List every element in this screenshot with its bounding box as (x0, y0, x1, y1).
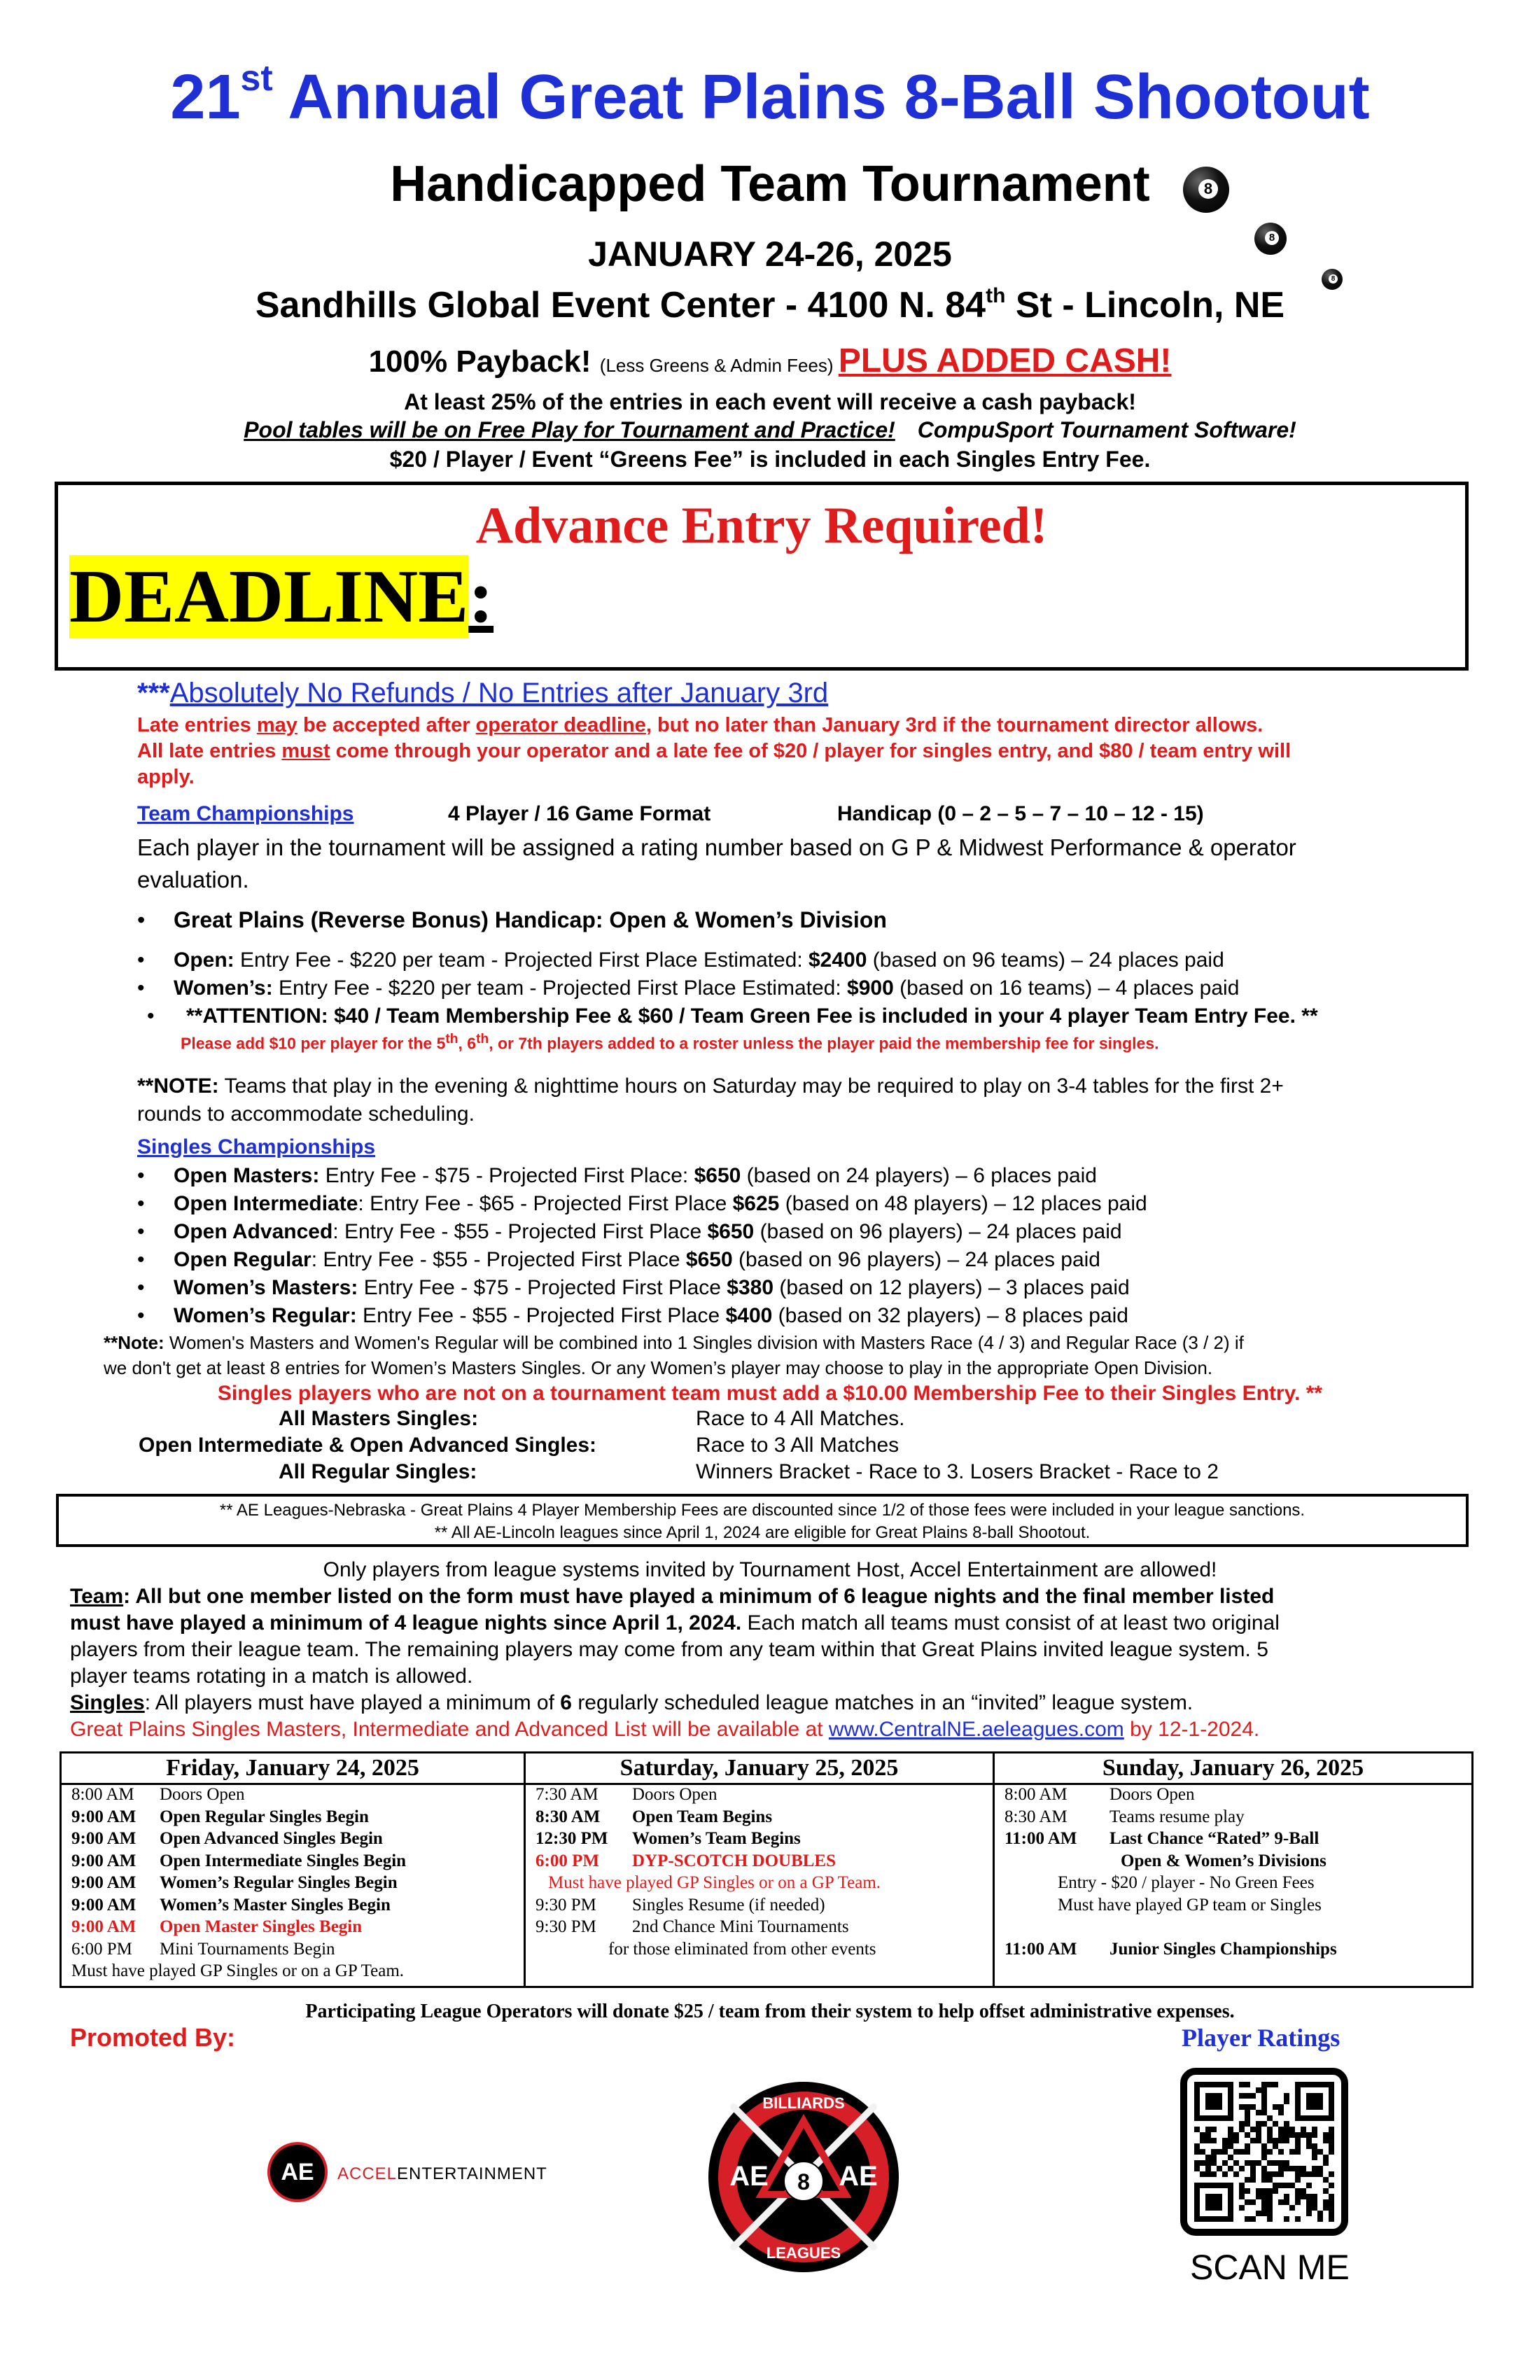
race-format-label: Open Intermediate & Open Advanced Singles: (139, 1434, 597, 1457)
friday-column (62, 1754, 524, 1986)
eight-ball-icon: 8 (1322, 269, 1343, 290)
schedule-event: Entry - $20 / player - No Green Fees (1058, 1873, 1315, 1892)
schedule-row (62, 1851, 524, 1874)
schedule-event: Open Master Singles Begin (160, 1917, 363, 1936)
schedule-row (62, 1896, 524, 1918)
schedule-time: 8:30 AM (536, 1807, 601, 1826)
scan-me-label: SCAN ME (1190, 2248, 1350, 2287)
svg-text:LEAGUES: LEAGUES (766, 2244, 841, 2262)
svg-text:BILLIARDS: BILLIARDS (762, 2094, 845, 2112)
schedule-row (526, 1807, 993, 1830)
event-venue: Sandhills Global Event Center - 4100 N. 84th St - Lincoln, NE (255, 284, 1285, 326)
flyer-page: 21st Annual Great Plains 8-Ball Shootout Handicapped Team Tournament 8 8 8 JANUARY 24-26, 2025 Sandhills Global Event Center - 4100 N. 84th St - Lincoln, NE 100% Payback! (Less Greens & Admin Fees) PLUS ADDED CASH! At least 25% of the entries in each event will receive a cash payback! Pool tables will be on Free Play for Tournament and Practice! CompuSport Tournament Software! $20 / Player / Event “Greens Fee” is included in each Singles Entry Fee. Advance Entry Required! DEADLINE: ***Absolutely No Refunds / No Entries after January 3rd Late entries may be accepted after operator deadline, but no later than January 3rd if the tournament director allows. All late entries must come through your operator and a late fee of $20 / player for singles entry, and $80 / team entry will apply. Team Championships 4 Player / 16 Game Format Handicap (0 – 2 – 5 – 7 – 10 – 12 - 15) Each player in the tournament will be assigned a rating number based on G P & Midwest Performance & operator evaluation. • Great Plains (Reverse Bonus) Handicap: Open & Women’s Division • Open: Entry Fee - $220 per team - Projected First Place Estimated: $2400 (based on 96 teams) – 24 places paid • Women’s: Entry Fee - $220 per team - Projected First Place Estimated: $900 (based on 16 teams) – 4 places paid • **ATTENTION: $40 / Team Membership Fee & $60 / Team Green Fee is included in your 4 player Team Entry Fee. ** Please add $10 per player for the 5th, 6th, or 7th players added to a roster unless the player paid the membership fee for singles. **NOTE: Teams that play in the evening & nighttime hours on Saturday may be required to play on 3-4 tables for the first 2+ rounds to accommodate scheduling. Singles Championships • Open Masters: Entry Fee - $75 - Projected First Place: $650 (based on 24 players) – 6 places paid • Open Intermediate: Entry Fee - $65 - Projected First Place $625 (based on 48 players) – 12 places paid • Open Advanced: Entry Fee - $55 - Projected First Place $650 (based on 96 players) – 24 places paid • Open Regular: Entry Fee - $55 - Projected First Place $650 (based on 96 players) – 24 places paid • Women’s Masters: Entry Fee - $75 - Projected First Place $380 (based on 12 players) – 3 places paid • Women’s Regular: Entry Fee - $55 - Projected First Place $400 (based on 32 players) – 8 places paid **Note: Women's Masters and Women's Regular will be combined into 1 Singles division with Masters Race (4 / 3) and Regular Race (3 / 2) if we don't get at least 8 entries for Women’s Masters Singles. Or any Women’s player may choose to play in the appropriate Open Division. Singles players who are not on a tournament team must add a $10.00 Membership Fee to their Singles Entry. ** All Masters Singles: Race to 4 All Matches. Open Intermediate & Open Advanced Singles: Race to 3 All Matches All Regular Singles: Winners Bracket - Race to 3. Losers Bracket - Race to 2 ** AE Leagues-Nebraska - Great Plains 4 Player Membership Fees are discounted since 1/2 of those fees were included in your league sanctions. ** All AE-Lincoln leagues since April 1, 2024 are eligible for Great Plains 8-ball Shootout. Only players from league systems invited by Tournament Host, Accel Entertainment are allowed! Team: All but one member listed on the form must have played a minimum of 6 league nights and the final member listed must have played a minimum of 4 league nights since April 1, 2024. Each match all teams must consist of at least two original players from their league team. The remaining players may come from any team within that Great Plains invited league system. 5 player teams rotating in a match is allowed. Singles: All players must have played a minimum of 6 regularly scheduled league matches in an “invited” league system. Great Plains Singles Masters, Intermediate and Advanced List will be available at www.CentralNE.aeleagues.com by 12-1-2024. Friday, January 24, 2025 8:00 AM Doors Open 9:00 AM Open Regular Singles Begin 9:00 AM Open Advanced Singles Begin 9:00 AM Open Intermediate Singles Begin 9:00 AM Women’s Regular Singles Begin 9:00 AM Women’s Master Singles Begin 9:00 AM Open Master Singles Begin 6:00 PM Mini Tournaments Begin Must have played GP Singles or on a GP Team. Saturday, January 25, 2025 7:30 AM Doors Open 8:30 AM Open Team Begins 12:30 PM Women’s Team Begins 6:00 PM DYP-SCOTCH DOUBLES Must have played GP Singles or on a GP Team. 9:30 PM Singles Resume (if needed) 9:30 PM 2nd Chance Mini Tournaments for those eliminated from other events Sunday, January 26, 2025 8:00 AM Doors Open 8:30 AM Teams resume play 11:00 AM Last Chance “Rated” 9-Ball Open & Women’s Divisions Entry - $20 / player - No Green Fees Must have played GP team or Singles 11:00 AM Junior Singles Championships Participating League Operators will donate $25 / team from their system to help offset administrative expenses. Promoted By: Player Ratings AE ACCELENTERTAINMENT 8 BILLIARDS LEAGUES AE AE SCAN ME (0, 0, 1540, 2380)
team-championships-header: Team Championships 4 Player / 16 Game Format Handicap (0 – 2 – 5 – 7 – 10 – 12 - 15) (137, 802, 1204, 825)
schedule-row (526, 1829, 993, 1851)
subtitle: Handicapped Team Tournament (390, 156, 1150, 212)
advance-entry-title: Advance Entry Required! (475, 497, 1048, 554)
schedule-event: 2nd Chance Mini Tournaments (632, 1917, 849, 1936)
svg-text:AE: AE (729, 2161, 769, 2192)
schedule-time: 6:00 PM (536, 1851, 599, 1870)
schedule-event: Junior Singles Championships (1110, 1939, 1337, 1959)
schedule-time: 9:00 AM (71, 1807, 136, 1826)
schedule-time: 6:00 PM (71, 1939, 132, 1959)
schedule-time: 12:30 PM (536, 1829, 608, 1848)
eight-ball-icon: 8 (1183, 167, 1229, 213)
schedule-event: Women’s Team Begins (632, 1829, 801, 1848)
schedule-event: Last Chance “Rated” 9-Ball (1110, 1829, 1320, 1848)
schedule-row (995, 1896, 1471, 1918)
eligibility-rules: Team: All but one member listed on the form must have played a minimum of 6 league nights and the final member listed must have played a minimum of 4 league nights since April 1, 2024. Each match all teams must consist of at least two original players from their league team. The remaining players may come from any team within that Great Plains invited league system. 5 player teams rotating in a match is allowed. Singles: All players must have played a minimum of 6 regularly scheduled league matches in an “invited” league system. Great Plains Singles Masters, Intermediate and Advanced List will be available at www.CentralNE.aeleagues.com by 12-1-2024. (70, 1585, 1280, 1741)
race-format-label: All Masters Singles: (279, 1407, 479, 1430)
schedule-time: 9:00 AM (71, 1917, 136, 1936)
saturday-column (524, 1754, 993, 1986)
schedule-event: Doors Open (160, 1785, 245, 1804)
deadline-box (55, 482, 1469, 671)
page-title: 21st Annual Great Plains 8-Ball Shootout (170, 58, 1370, 132)
schedule-table (59, 1751, 1474, 1988)
extra-player-fee-note: Please add $10 per player for the 5th, 6th, or 7th players added to a roster unless the player paid the membership fee for singles. (181, 1032, 1159, 1053)
schedule-row (995, 1917, 1471, 1940)
schedule-row (995, 1851, 1471, 1874)
player-ratings-label: Player Ratings (1182, 2024, 1340, 2052)
invited-players-note: Only players from league systems invited by Tournament Host, Accel Entertainment are allowed! (323, 1558, 1217, 1581)
race-format-label: All Regular Singles: (279, 1460, 477, 1483)
schedule-row (62, 1807, 524, 1830)
promoted-by-label: Promoted By: (70, 2023, 236, 2052)
schedule-event: Open Team Begins (632, 1807, 773, 1826)
schedule-event: Open Intermediate Singles Begin (160, 1851, 407, 1870)
schedule-row (62, 1940, 524, 1962)
singles-championships-header: Singles Championships (137, 1135, 376, 1158)
singles-membership-note: Singles players who are not on a tournament team must add a $10.00 Membership Fee to their Singles Entry. ** (217, 1382, 1323, 1405)
greens-fee-note: $20 / Player / Event “Greens Fee” is included in each Singles Entry Fee. (389, 447, 1151, 472)
schedule-event: Teams resume play (1110, 1807, 1245, 1826)
rating-description: Each player in the tournament will be assigned a rating number based on G P & Midwest Performance & operator evaluation. (137, 834, 1296, 892)
sunday-column (993, 1754, 1471, 1986)
schedule-row (995, 1807, 1471, 1830)
schedule-event: Singles Resume (if needed) (632, 1895, 825, 1914)
schedule-event: Doors Open (1110, 1785, 1195, 1804)
schedule-event: Must have played GP Singles or on a GP Team. (548, 1873, 881, 1892)
race-format-value: Race to 4 All Matches. (696, 1407, 905, 1430)
schedule-event: Mini Tournaments Begin (160, 1939, 335, 1959)
payback-line: 100% Payback! (Less Greens & Admin Fees) PLUS ADDED CASH! (368, 342, 1172, 379)
schedule-time: 11:00 AM (1004, 1829, 1077, 1848)
accel-ae-icon: AE (267, 2142, 328, 2202)
schedule-time: 9:00 AM (71, 1829, 136, 1848)
schedule-row (995, 1940, 1471, 1962)
schedule-row (62, 1785, 524, 1807)
schedule-time: 9:00 AM (71, 1873, 136, 1892)
saturday-header: Saturday, January 25, 2025 (526, 1754, 993, 1785)
no-refunds-notice: ***Absolutely No Refunds / No Entries after January 3rd (137, 678, 829, 708)
schedule-event: Open Regular Singles Begin (160, 1807, 369, 1826)
schedule-time: 9:30 PM (536, 1895, 596, 1914)
schedule-event: Women’s Master Singles Begin (160, 1895, 391, 1914)
schedule-time: 8:00 AM (71, 1785, 134, 1804)
schedule-row (995, 1785, 1471, 1807)
schedule-event: DYP-SCOTCH DOUBLES (632, 1851, 836, 1870)
qr-code-icon[interactable] (1180, 2068, 1348, 2236)
schedule-event: Must have played GP Singles or on a GP Team. (71, 1961, 405, 1980)
accel-entertainment-logo: AE ACCELENTERTAINMENT (267, 2142, 617, 2205)
deadline-label: DEADLINE: (69, 555, 494, 638)
svg-text:8: 8 (797, 2169, 810, 2194)
schedule-row (526, 1896, 993, 1918)
schedule-time: 9:00 AM (71, 1851, 136, 1870)
membership-discount-box: ** AE Leagues-Nebraska - Great Plains 4 Player Membership Fees are discounted since 1/2 of those fees were included in your league sanctions. ** All AE-Lincoln leagues since April 1, 2024 are eligible for Great Plains 8-ball Shootout. (56, 1494, 1469, 1547)
schedule-time: 8:00 AM (1004, 1785, 1068, 1804)
schedule-event: Open Advanced Singles Begin (160, 1829, 383, 1848)
schedule-event: Open & Women’s Divisions (1121, 1851, 1326, 1870)
friday-header: Friday, January 24, 2025 (62, 1754, 524, 1785)
schedule-row (995, 1873, 1471, 1896)
schedule-time: 9:00 AM (71, 1895, 136, 1914)
race-format-value: Race to 3 All Matches (696, 1434, 899, 1457)
cash-payback-note: At least 25% of the entries in each event will receive a cash payback! (404, 389, 1136, 414)
schedule-row (526, 1851, 993, 1874)
schedule-event: Doors Open (632, 1785, 718, 1804)
schedule-row (526, 1785, 993, 1807)
svg-text:AE: AE (839, 2161, 878, 2192)
schedule-row (526, 1940, 993, 1962)
schedule-row (995, 1829, 1471, 1851)
schedule-time: 7:30 AM (536, 1785, 598, 1804)
free-play-note: Pool tables will be on Free Play for Tournament and Practice! CompuSport Tournament Software! (244, 417, 1296, 442)
womens-singles-note: **Note: Women's Masters and Women's Regular will be combined into 1 Singles division with Masters Race (4 / 3) and Regular Race (3 / 2) if we don't get at least 8 entries for Women’s Masters Singles. Or any Women’s player may choose to play in the appropriate Open Division. (104, 1332, 1244, 1378)
schedule-event: Women’s Regular Singles Begin (160, 1873, 398, 1892)
late-entry-notice: Late entries may be accepted after operator deadline, but no later than January 3rd if the tournament director allows. All late entries must come through your operator and a late fee of $20 / player for singles entry, and $80 / team entry will apply. (137, 714, 1292, 788)
schedule-time: 11:00 AM (1004, 1939, 1077, 1959)
central-ne-link[interactable]: www.CentralNE.aeleagues.com (828, 1718, 1124, 1741)
schedule-time: 8:30 AM (1004, 1807, 1068, 1826)
sunday-header: Sunday, January 26, 2025 (995, 1754, 1471, 1785)
schedule-event: Must have played GP team or Singles (1058, 1895, 1322, 1914)
schedule-row (526, 1873, 993, 1896)
event-dates: JANUARY 24-26, 2025 (588, 234, 952, 274)
schedule-row (62, 1917, 524, 1940)
schedule-row (526, 1917, 993, 1940)
operator-donation-note: Participating League Operators will donate $25 / team from their system to help offset administrative expenses. (305, 2001, 1235, 2022)
schedule-row (62, 1873, 524, 1896)
eight-ball-icon: 8 (1254, 223, 1287, 255)
schedule-row (62, 1961, 524, 1984)
schedule-event: for those eliminated from other events (608, 1939, 876, 1959)
schedule-row (62, 1829, 524, 1851)
race-format-value: Winners Bracket - Race to 3. Losers Bracket - Race to 2 (696, 1460, 1219, 1483)
ae-billiards-leagues-logo (706, 2079, 902, 2275)
team-scheduling-note: **NOTE: Teams that play in the evening & nighttime hours on Saturday may be required to play on 3-4 tables for the first 2+ rounds to accommodate scheduling. (137, 1074, 1284, 1126)
schedule-time: 9:30 PM (536, 1917, 596, 1936)
